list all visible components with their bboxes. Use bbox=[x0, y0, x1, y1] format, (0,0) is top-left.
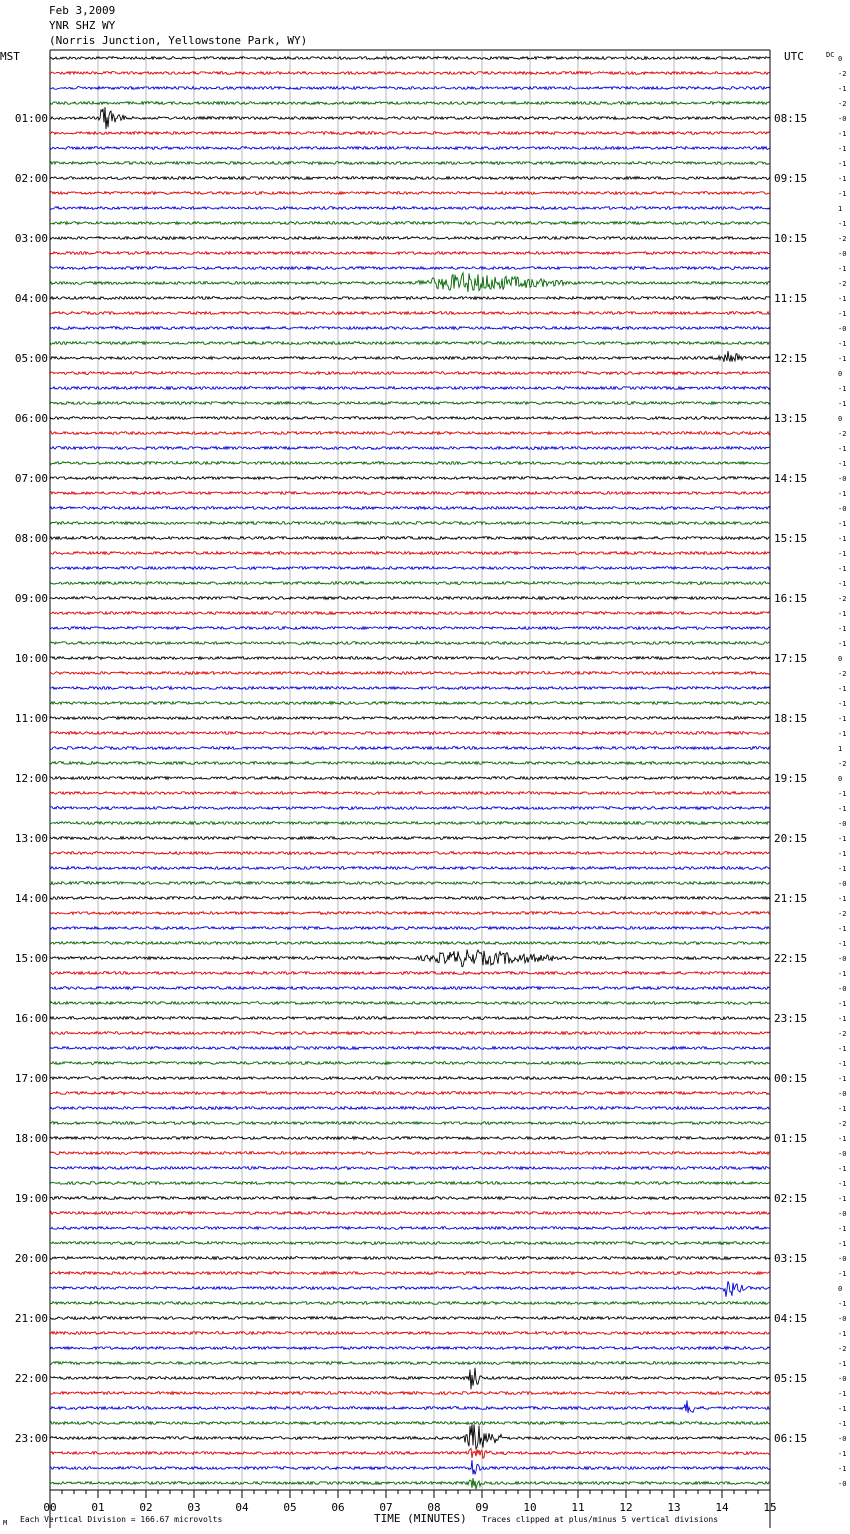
trace-row bbox=[50, 1182, 770, 1185]
dc-offset-label: 0 bbox=[838, 655, 843, 663]
x-tick-label: 04 bbox=[235, 1501, 249, 1514]
right-time-label: 15:15 bbox=[774, 532, 808, 545]
trace-row bbox=[50, 807, 770, 810]
dc-offset-label: -1 bbox=[838, 1465, 847, 1473]
trace-row bbox=[50, 102, 770, 105]
trace-row bbox=[50, 1460, 770, 1474]
dc-offset-label: -1 bbox=[838, 805, 847, 813]
right-time-label: 20:15 bbox=[774, 832, 808, 845]
dc-offset-label: -1 bbox=[838, 490, 847, 498]
left-time-label: 22:00 bbox=[14, 1372, 48, 1385]
trace-row bbox=[50, 552, 770, 555]
trace-row bbox=[50, 702, 770, 705]
trace-row bbox=[50, 1257, 770, 1260]
dc-offset-label: -2 bbox=[838, 1030, 847, 1038]
trace-row bbox=[50, 950, 770, 967]
x-tick-label: 13 bbox=[667, 1501, 681, 1514]
trace-row bbox=[50, 402, 770, 405]
dc-offset-label: -1 bbox=[838, 400, 847, 408]
dc-offset-label: -1 bbox=[838, 1060, 847, 1068]
trace-row bbox=[50, 237, 770, 240]
right-time-label: 23:15 bbox=[774, 1012, 808, 1025]
trace-row bbox=[50, 1062, 770, 1065]
dc-offset-label: 0 bbox=[838, 55, 843, 63]
trace-row bbox=[50, 1092, 770, 1095]
dc-offset-label: -1 bbox=[838, 1015, 847, 1023]
dc-offset-label: -2 bbox=[838, 280, 847, 288]
chart-date: Feb 3,2009 bbox=[49, 4, 116, 17]
trace-row bbox=[50, 657, 770, 660]
trace-row bbox=[50, 372, 770, 375]
x-tick-label: 07 bbox=[379, 1501, 393, 1514]
trace-row bbox=[50, 387, 770, 390]
dc-offset-label: -2 bbox=[838, 595, 847, 603]
chart-location: (Norris Junction, Yellowstone Park, WY) bbox=[49, 34, 308, 47]
x-tick-label: 10 bbox=[523, 1501, 537, 1514]
left-time-label: 09:00 bbox=[14, 592, 48, 605]
left-time-label: 14:00 bbox=[14, 892, 48, 905]
dc-offset-label: -2 bbox=[838, 1345, 847, 1353]
dc-offset-label: -1 bbox=[838, 310, 847, 318]
trace-row bbox=[50, 1077, 770, 1080]
right-time-label: 12:15 bbox=[774, 352, 808, 365]
dc-offset-label: -1 bbox=[838, 1225, 847, 1233]
dc-offset-label: -2 bbox=[838, 760, 847, 768]
dc-offset-label: -1 bbox=[838, 1105, 847, 1113]
trace-row bbox=[50, 192, 770, 195]
dc-offset-label: -1 bbox=[838, 550, 847, 558]
trace-row bbox=[50, 147, 770, 150]
x-tick-label: 01 bbox=[91, 1501, 105, 1514]
trace-row bbox=[50, 1400, 770, 1412]
trace-row bbox=[50, 777, 770, 780]
trace-row bbox=[50, 1047, 770, 1050]
dc-offset-label: -1 bbox=[838, 1075, 847, 1083]
scale-note: Each Vertical Division = 166.67 microvolts bbox=[20, 1515, 223, 1524]
left-time-label: 18:00 bbox=[14, 1132, 48, 1145]
right-time-label: 01:15 bbox=[774, 1132, 808, 1145]
right-time-label: 10:15 bbox=[774, 232, 808, 245]
trace-row bbox=[50, 567, 770, 570]
dc-offset-label: -1 bbox=[838, 895, 847, 903]
dc-offset-label: 0 bbox=[838, 1285, 843, 1293]
trace-row bbox=[50, 297, 770, 300]
dc-offset-label: -0 bbox=[838, 250, 847, 258]
left-time-label: 21:00 bbox=[14, 1312, 48, 1325]
trace-row bbox=[50, 222, 770, 225]
dc-offset-label: -1 bbox=[838, 535, 847, 543]
trace-row bbox=[50, 1272, 770, 1275]
grid bbox=[50, 50, 770, 1528]
trace-row bbox=[50, 507, 770, 510]
trace-row bbox=[50, 537, 770, 540]
trace-row bbox=[50, 1362, 770, 1365]
trace-row bbox=[50, 1281, 770, 1297]
dc-offset-label: -2 bbox=[838, 910, 847, 918]
dc-offset-label: -1 bbox=[838, 445, 847, 453]
dc-offset-label: -2 bbox=[838, 100, 847, 108]
trace-row bbox=[50, 672, 770, 675]
right-time-label: 08:15 bbox=[774, 112, 808, 125]
dc-offset-label: -1 bbox=[838, 265, 847, 273]
x-tick-label: 06 bbox=[331, 1501, 345, 1514]
traces bbox=[50, 57, 770, 1490]
trace-row bbox=[50, 732, 770, 735]
right-time-label: 14:15 bbox=[774, 472, 808, 485]
left-time-label: 17:00 bbox=[14, 1072, 48, 1085]
trace-row bbox=[50, 1424, 770, 1449]
left-time-label: 02:00 bbox=[14, 172, 48, 185]
trace-row bbox=[50, 462, 770, 465]
left-time-label: 10:00 bbox=[14, 652, 48, 665]
trace-row bbox=[50, 942, 770, 945]
trace-row bbox=[50, 1137, 770, 1140]
right-time-label: 02:15 bbox=[774, 1192, 808, 1205]
dc-offset-label: -1 bbox=[838, 1165, 847, 1173]
trace-row bbox=[50, 972, 770, 975]
dc-offset-label: -1 bbox=[838, 580, 847, 588]
trace-row bbox=[50, 612, 770, 615]
dc-offset-label: -1 bbox=[838, 130, 847, 138]
dc-offset-label: -1 bbox=[838, 715, 847, 723]
dc-offset-label: -2 bbox=[838, 670, 847, 678]
right-time-label: 16:15 bbox=[774, 592, 808, 605]
clip-note: Traces clipped at plus/minus 5 vertical divisions bbox=[482, 1515, 719, 1524]
dc-offset-label: -0 bbox=[838, 1210, 847, 1218]
left-time-label: 06:00 bbox=[14, 412, 48, 425]
trace-row bbox=[50, 522, 770, 525]
trace-row bbox=[50, 1448, 770, 1458]
dc-offset-label: -1 bbox=[838, 940, 847, 948]
dc-offset-label: -2 bbox=[838, 1120, 847, 1128]
trace-row bbox=[50, 477, 770, 480]
trace-row bbox=[50, 447, 770, 450]
x-tick-label: 02 bbox=[139, 1501, 153, 1514]
footer-left-mark: M bbox=[3, 1519, 8, 1527]
dc-offset-label: -1 bbox=[838, 160, 847, 168]
dc-offset-label: -0 bbox=[838, 820, 847, 828]
x-tick-label: 11 bbox=[571, 1501, 585, 1514]
dc-offset-label: -1 bbox=[838, 520, 847, 528]
dc-offset-label: -1 bbox=[838, 85, 847, 93]
dc-offset-label: 0 bbox=[838, 370, 843, 378]
trace-row bbox=[50, 132, 770, 135]
dc-offset-label: -0 bbox=[838, 880, 847, 888]
trace-row bbox=[50, 1422, 770, 1425]
dc-offset-label: -1 bbox=[838, 970, 847, 978]
dc-offset-label: -0 bbox=[838, 325, 847, 333]
right-time-label: 21:15 bbox=[774, 892, 808, 905]
trace-row bbox=[50, 1332, 770, 1335]
trace-row bbox=[50, 1242, 770, 1245]
trace-row bbox=[50, 687, 770, 690]
trace-row bbox=[50, 57, 770, 60]
dc-offset-label: -1 bbox=[838, 220, 847, 228]
left-time-label: 16:00 bbox=[14, 1012, 48, 1025]
dc-offset-label: -1 bbox=[838, 460, 847, 468]
dc-offset-label: -1 bbox=[838, 385, 847, 393]
trace-row bbox=[50, 717, 770, 720]
dc-offset-label: -1 bbox=[838, 565, 847, 573]
dc-offset-label: -1 bbox=[838, 190, 847, 198]
trace-row bbox=[50, 351, 770, 362]
dc-offset-label: -1 bbox=[838, 685, 847, 693]
right-time-label: 00:15 bbox=[774, 1072, 808, 1085]
left-time-label: 04:00 bbox=[14, 292, 48, 305]
trace-row bbox=[50, 252, 770, 255]
trace-row bbox=[50, 1152, 770, 1155]
dc-offset-label: -0 bbox=[838, 475, 847, 483]
right-time-label: 11:15 bbox=[774, 292, 808, 305]
left-time-label: 08:00 bbox=[14, 532, 48, 545]
trace-row bbox=[50, 1017, 770, 1020]
dc-offset-label: -0 bbox=[838, 1435, 847, 1443]
dc-offset-label: -1 bbox=[838, 1195, 847, 1203]
trace-row bbox=[50, 1227, 770, 1230]
trace-row bbox=[50, 312, 770, 315]
trace-row bbox=[50, 852, 770, 855]
dc-offset-label: -1 bbox=[838, 340, 847, 348]
right-time-label: 05:15 bbox=[774, 1372, 808, 1385]
dc-offset-label: -1 bbox=[838, 1045, 847, 1053]
dc-offset-label: -1 bbox=[838, 295, 847, 303]
x-tick-label: 09 bbox=[475, 1501, 489, 1514]
trace-row bbox=[50, 162, 770, 165]
dc-offset-label: -0 bbox=[838, 1150, 847, 1158]
dc-offset-label: -1 bbox=[838, 145, 847, 153]
dc-offset-label: -1 bbox=[838, 1180, 847, 1188]
dc-offset-label: -1 bbox=[838, 700, 847, 708]
left-time-label: 23:00 bbox=[14, 1432, 48, 1445]
dc-offset-label: -1 bbox=[838, 610, 847, 618]
dc-offset-label: -1 bbox=[838, 1420, 847, 1428]
x-tick-label: 08 bbox=[427, 1501, 441, 1514]
dc-offset-label: -0 bbox=[838, 1480, 847, 1488]
dc-offset-label: -1 bbox=[838, 1450, 847, 1458]
left-time-label: 07:00 bbox=[14, 472, 48, 485]
dc-offset-label: -1 bbox=[838, 925, 847, 933]
trace-row bbox=[50, 1002, 770, 1005]
dc-offset-label: -1 bbox=[838, 1000, 847, 1008]
dc-offset-label: -1 bbox=[838, 865, 847, 873]
x-tick-label: 12 bbox=[619, 1501, 633, 1514]
dc-offset-label: -1 bbox=[838, 1300, 847, 1308]
trace-row bbox=[50, 273, 770, 292]
trace-row bbox=[50, 1032, 770, 1035]
trace-row bbox=[50, 432, 770, 435]
dc-offset-label: -2 bbox=[838, 430, 847, 438]
dc-title: DC bbox=[826, 51, 835, 59]
left-time-label: 01:00 bbox=[14, 112, 48, 125]
dc-offset-label: -1 bbox=[838, 1330, 847, 1338]
left-time-label: 15:00 bbox=[14, 952, 48, 965]
trace-row bbox=[50, 927, 770, 930]
trace-row bbox=[50, 342, 770, 345]
right-time-label: 06:15 bbox=[774, 1432, 808, 1445]
left-time-label: 13:00 bbox=[14, 832, 48, 845]
trace-row bbox=[50, 837, 770, 840]
left-axis-title: MST bbox=[0, 50, 20, 63]
trace-row bbox=[50, 417, 770, 420]
dc-offset-label: -0 bbox=[838, 115, 847, 123]
dc-offset-label: -0 bbox=[838, 1255, 847, 1263]
trace-row bbox=[50, 1368, 770, 1390]
dc-offset-label: 0 bbox=[838, 775, 843, 783]
dc-offset-label: -1 bbox=[838, 790, 847, 798]
dc-offset-label: -0 bbox=[838, 955, 847, 963]
left-time-label: 19:00 bbox=[14, 1192, 48, 1205]
left-time-label: 05:00 bbox=[14, 352, 48, 365]
dc-offset-label: -2 bbox=[838, 70, 847, 78]
dc-offset-label: -1 bbox=[838, 355, 847, 363]
trace-row bbox=[50, 1478, 770, 1489]
trace-row bbox=[50, 582, 770, 585]
dc-offset-label: -1 bbox=[838, 850, 847, 858]
dc-offset-label: -1 bbox=[838, 835, 847, 843]
dc-offset-label: -0 bbox=[838, 505, 847, 513]
right-time-label: 22:15 bbox=[774, 952, 808, 965]
trace-row bbox=[50, 912, 770, 915]
trace-row bbox=[50, 1107, 770, 1110]
dc-offset-label: -1 bbox=[838, 1135, 847, 1143]
dc-offset-label: -1 bbox=[838, 640, 847, 648]
trace-row bbox=[50, 1212, 770, 1215]
trace-row bbox=[50, 1347, 770, 1350]
dc-offset-label: -0 bbox=[838, 1375, 847, 1383]
dc-offset-label: -1 bbox=[838, 175, 847, 183]
dc-offset-label: -1 bbox=[838, 625, 847, 633]
trace-row bbox=[50, 642, 770, 645]
x-axis-label: TIME (MINUTES) bbox=[374, 1512, 467, 1525]
right-time-label: 17:15 bbox=[774, 652, 808, 665]
trace-row bbox=[50, 177, 770, 180]
trace-row bbox=[50, 1392, 770, 1395]
left-time-label: 20:00 bbox=[14, 1252, 48, 1265]
trace-row bbox=[50, 822, 770, 825]
dc-offset-label: -0 bbox=[838, 1090, 847, 1098]
dc-offset-label: -1 bbox=[838, 1390, 847, 1398]
right-time-label: 18:15 bbox=[774, 712, 808, 725]
trace-row bbox=[50, 327, 770, 330]
right-time-label: 09:15 bbox=[774, 172, 808, 185]
x-tick-label: 05 bbox=[283, 1501, 297, 1514]
trace-row bbox=[50, 1167, 770, 1170]
trace-row bbox=[50, 107, 770, 129]
trace-row bbox=[50, 1197, 770, 1200]
trace-row bbox=[50, 1317, 770, 1320]
trace-row bbox=[50, 897, 770, 900]
trace-row bbox=[50, 987, 770, 990]
chart-station: YNR SHZ WY bbox=[49, 19, 116, 32]
x-tick-label: 03 bbox=[187, 1501, 201, 1514]
trace-row bbox=[50, 1302, 770, 1305]
trace-row bbox=[50, 792, 770, 795]
dc-offset-label: -1 bbox=[838, 1405, 847, 1413]
right-time-label: 13:15 bbox=[774, 412, 808, 425]
left-time-label: 03:00 bbox=[14, 232, 48, 245]
trace-row bbox=[50, 267, 770, 270]
dc-offset-label: 1 bbox=[838, 745, 843, 753]
x-tick-label: 15 bbox=[763, 1501, 777, 1514]
dc-offset-label: -1 bbox=[838, 730, 847, 738]
trace-row bbox=[50, 867, 770, 870]
x-tick-label: 14 bbox=[715, 1501, 729, 1514]
trace-row bbox=[50, 87, 770, 90]
trace-row bbox=[50, 72, 770, 75]
dc-offset-label: -1 bbox=[838, 1240, 847, 1248]
dc-offset-label: -0 bbox=[838, 985, 847, 993]
trace-row bbox=[50, 597, 770, 600]
right-time-label: 04:15 bbox=[774, 1312, 808, 1325]
trace-row bbox=[50, 1122, 770, 1125]
right-time-label: 19:15 bbox=[774, 772, 808, 785]
dc-offset-label: -1 bbox=[838, 1270, 847, 1278]
trace-row bbox=[50, 747, 770, 750]
trace-row bbox=[50, 207, 770, 210]
x-tick-label: 00 bbox=[43, 1501, 57, 1514]
right-time-label: 03:15 bbox=[774, 1252, 808, 1265]
left-time-label: 12:00 bbox=[14, 772, 48, 785]
trace-row bbox=[50, 627, 770, 630]
left-time-label: 11:00 bbox=[14, 712, 48, 725]
dc-offset-label: -2 bbox=[838, 235, 847, 243]
dc-offset-label: -0 bbox=[838, 1315, 847, 1323]
dc-offset-label: -1 bbox=[838, 1360, 847, 1368]
trace-row bbox=[50, 492, 770, 495]
right-axis-title: UTC bbox=[784, 50, 804, 63]
dc-offset-label: 0 bbox=[838, 415, 843, 423]
trace-row bbox=[50, 762, 770, 765]
dc-offset-label: 1 bbox=[838, 205, 843, 213]
trace-row bbox=[50, 882, 770, 885]
